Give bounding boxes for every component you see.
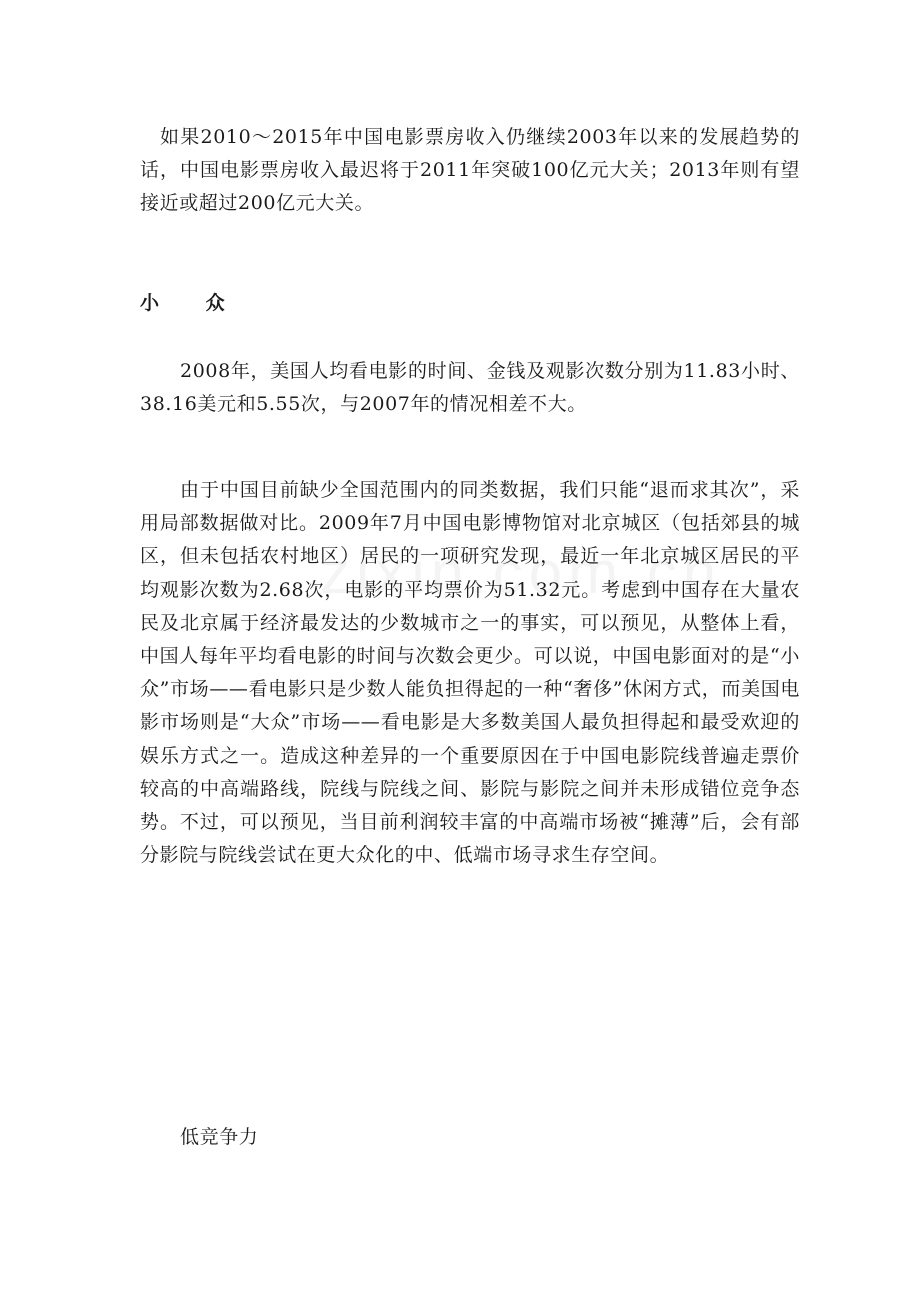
section-heading-niche: 小 众 [140, 292, 245, 314]
paragraph-us-moviegoing-stats: 2008年，美国人均看电影的时间、金钱及观影次数分别为11.83小时、38.16美元和5.55次，与2007年的情况相差不大。 [140, 360, 800, 416]
paragraph-box-office-forecast: 如果2010～2015年中国电影票房收入仍继续2003年以来的发展趋势的话，中国电影票房收入最迟将于2011年突破100亿元大关；2013年则有望接近或超过200亿元大关。 [140, 126, 800, 215]
paragraph-low-competitiveness: 低竞争力 [180, 1126, 259, 1148]
paragraph-china-comparison: 由于中国目前缺少全国范围内的同类数据，我们只能“退而求其次”，采用局部数据做对比。2009年7月中国电影博物馆对北京城区（包括郊县的城区，但未包括农村地区）居民的一项研究发现，最近一年北京城区居民的平均观影次数为2.68次，电影的平均票价为51.32元。考虑到中国存在大量农民及北京属于经济最发达的少数城市之一的事实，可以预见，从整体上看，中国人每年平均看电影的时间与次数会更少。可以说，中国电影面对的是“小众”市场——看电影只是少数人能负担得起的一种“奢侈”休闲方式，而美国电影市场则是“大众”市场——看电影是大多数美国人最负担得起和最受欢迎的娱乐方式之一。造成这种差异的一个重要原因在于中国电影院线普遍走票价较高的中高端路线，院线与院线之间、影院与影院之间并未形成错位竞争态势。不过，可以预见，当目前利润较丰富的中高端市场被“摊薄”后，会有部分影院与院线尝试在更大众化的中、低端市场寻求生存空间。 [140, 479, 800, 867]
